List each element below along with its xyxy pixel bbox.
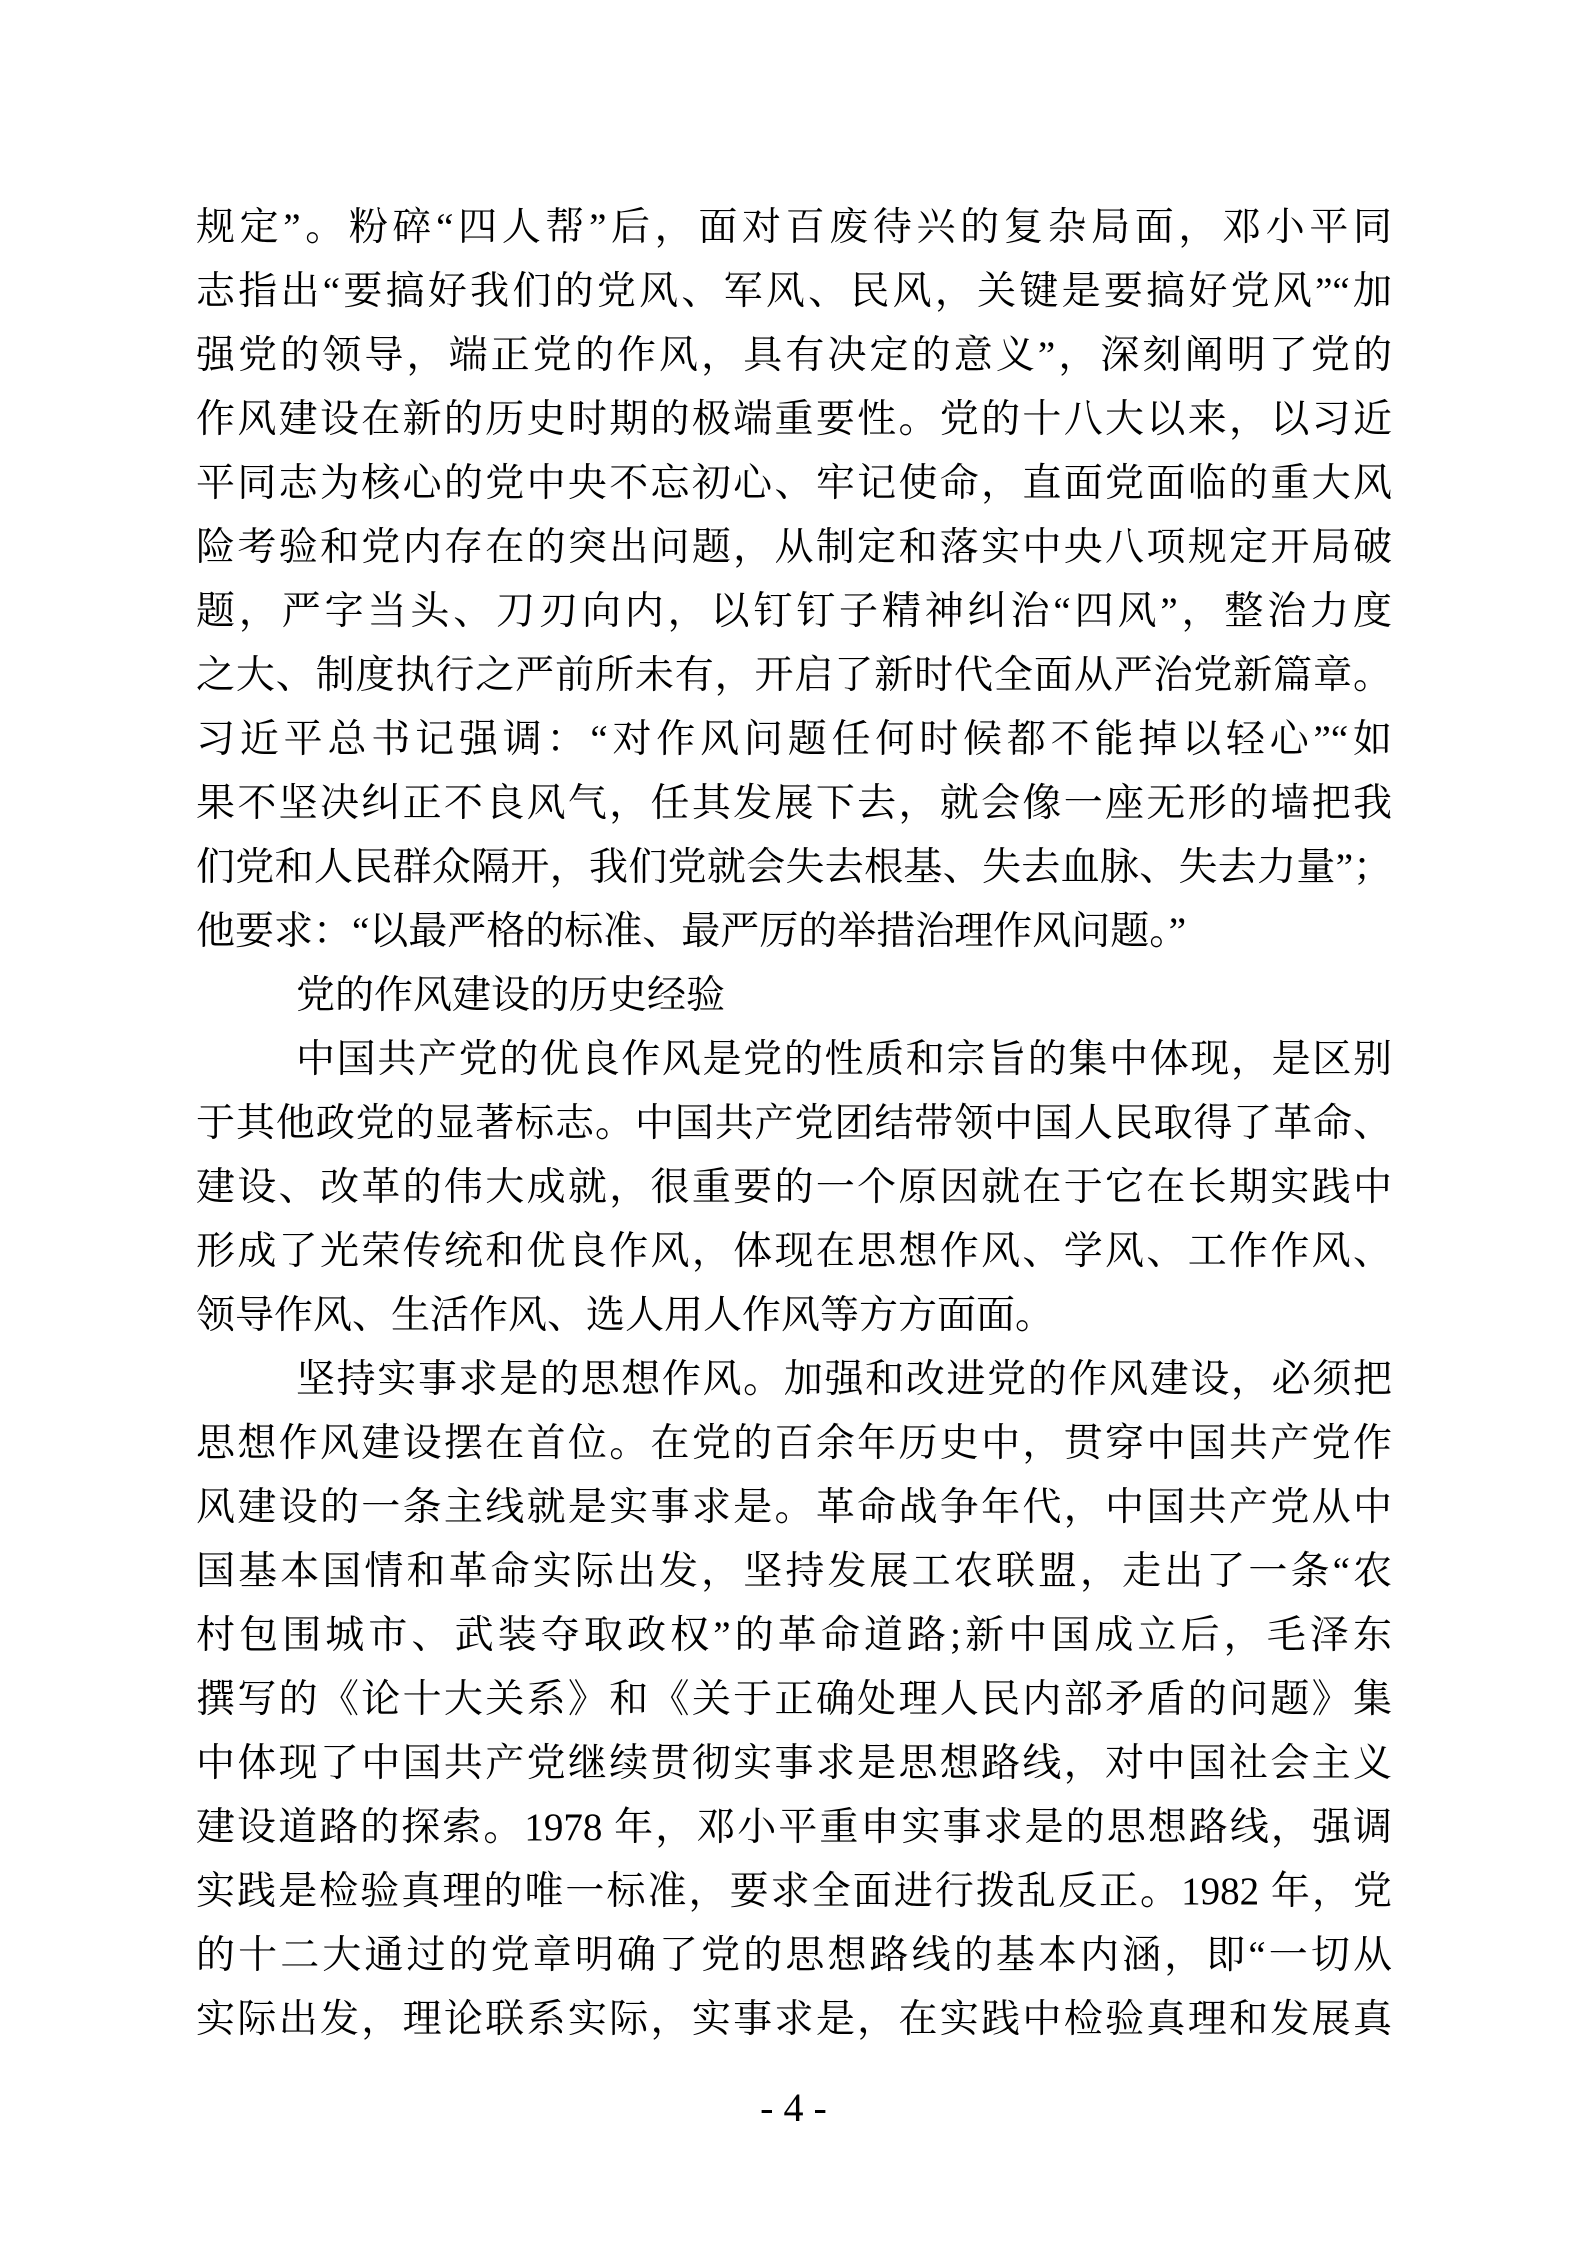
text-line: 村包围城市、武装夺取政权”的革命道路;新中国成立后，毛泽东 [196,1614,1392,1657]
text-line: 志指出“要搞好我们的党风、军风、民风，关键是要搞好党风”“加 [196,270,1392,313]
text-line: 坚持实事求是的思想作风。加强和改进党的作风建设，必须把 [296,1358,1392,1401]
text-line: 之大、制度执行之严前所未有，开启了新时代全面从严治党新篇章。 [196,654,1392,697]
paragraph [196,196,1392,964]
text-line: 思想作风建设摆在首位。在党的百余年历史中，贯穿中国共产党作 [196,1422,1392,1465]
text-line: 国基本国情和革命实际出发，坚持发展工农联盟，走出了一条“农 [196,1550,1392,1593]
heading-line: 党的作风建设的历史经验 [296,974,726,1017]
text-line: 风建设的一条主线就是实事求是。革命战争年代，中国共产党从中 [196,1486,1392,1529]
text-line: 们党和人民群众隔开，我们党就会失去根基、失去血脉、失去力量”； [196,846,1392,889]
text-line: 撰写的《论十大关系》和《关于正确处理人民内部矛盾的问题》集 [196,1678,1392,1721]
section-heading [196,964,1392,1028]
text-line: 规定”。粉碎“四人帮”后，面对百废待兴的复杂局面，邓小平同 [196,206,1392,249]
paragraph [196,1348,1392,2052]
text-line: 实践是检验真理的唯一标准，要求全面进行拨乱反正。1982 年，党 [196,1870,1392,1913]
page-number: - 4 - [760,2085,827,2130]
document-body [196,196,1392,2052]
text-line: 实际出发，理论联系实际，实事求是，在实践中检验真理和发展真 [196,1998,1392,2041]
text-line: 中国共产党的优良作风是党的性质和宗旨的集中体现，是区别 [296,1038,1392,1081]
paragraph [196,1028,1392,1348]
text-line: 领导作风、生活作风、选人用人作风等方方面面。 [196,1294,1055,1337]
text-line: 他要求：“以最严格的标准、最严厉的举措治理作风问题。” [196,910,1187,953]
text-line: 平同志为核心的党中央不忘初心、牢记使命，直面党面临的重大风 [196,462,1392,505]
text-line: 作风建设在新的历史时期的极端重要性。党的十八大以来，以习近 [196,398,1392,441]
page-footer [0,2076,1587,2140]
text-line: 的十二大通过的党章明确了党的思想路线的基本内涵，即“一切从 [196,1934,1392,1977]
text-line: 建设道路的探索。1978 年，邓小平重申实事求是的思想路线，强调 [196,1806,1392,1849]
text-line: 形成了光荣传统和优良作风，体现在思想作风、学风、工作作风、 [196,1230,1392,1273]
text-line: 果不坚决纠正不良风气，任其发展下去，就会像一座无形的墙把我 [196,782,1392,825]
text-line: 习近平总书记强调：“对作风问题任何时候都不能掉以轻心”“如 [196,718,1392,761]
text-line: 建设、改革的伟大成就，很重要的一个原因就在于它在长期实践中 [196,1166,1392,1209]
text-line: 于其他政党的显著标志。中国共产党团结带领中国人民取得了革命、 [196,1102,1392,1145]
text-line: 题，严字当头、刀刃向内，以钉钉子精神纠治“四风”，整治力度 [196,590,1392,633]
text-line: 险考验和党内存在的突出问题，从制定和落实中央八项规定开局破 [196,526,1392,569]
text-line: 中体现了中国共产党继续贯彻实事求是思想路线，对中国社会主义 [196,1742,1392,1785]
text-line: 强党的领导，端正党的作风，具有决定的意义”，深刻阐明了党的 [196,334,1392,377]
